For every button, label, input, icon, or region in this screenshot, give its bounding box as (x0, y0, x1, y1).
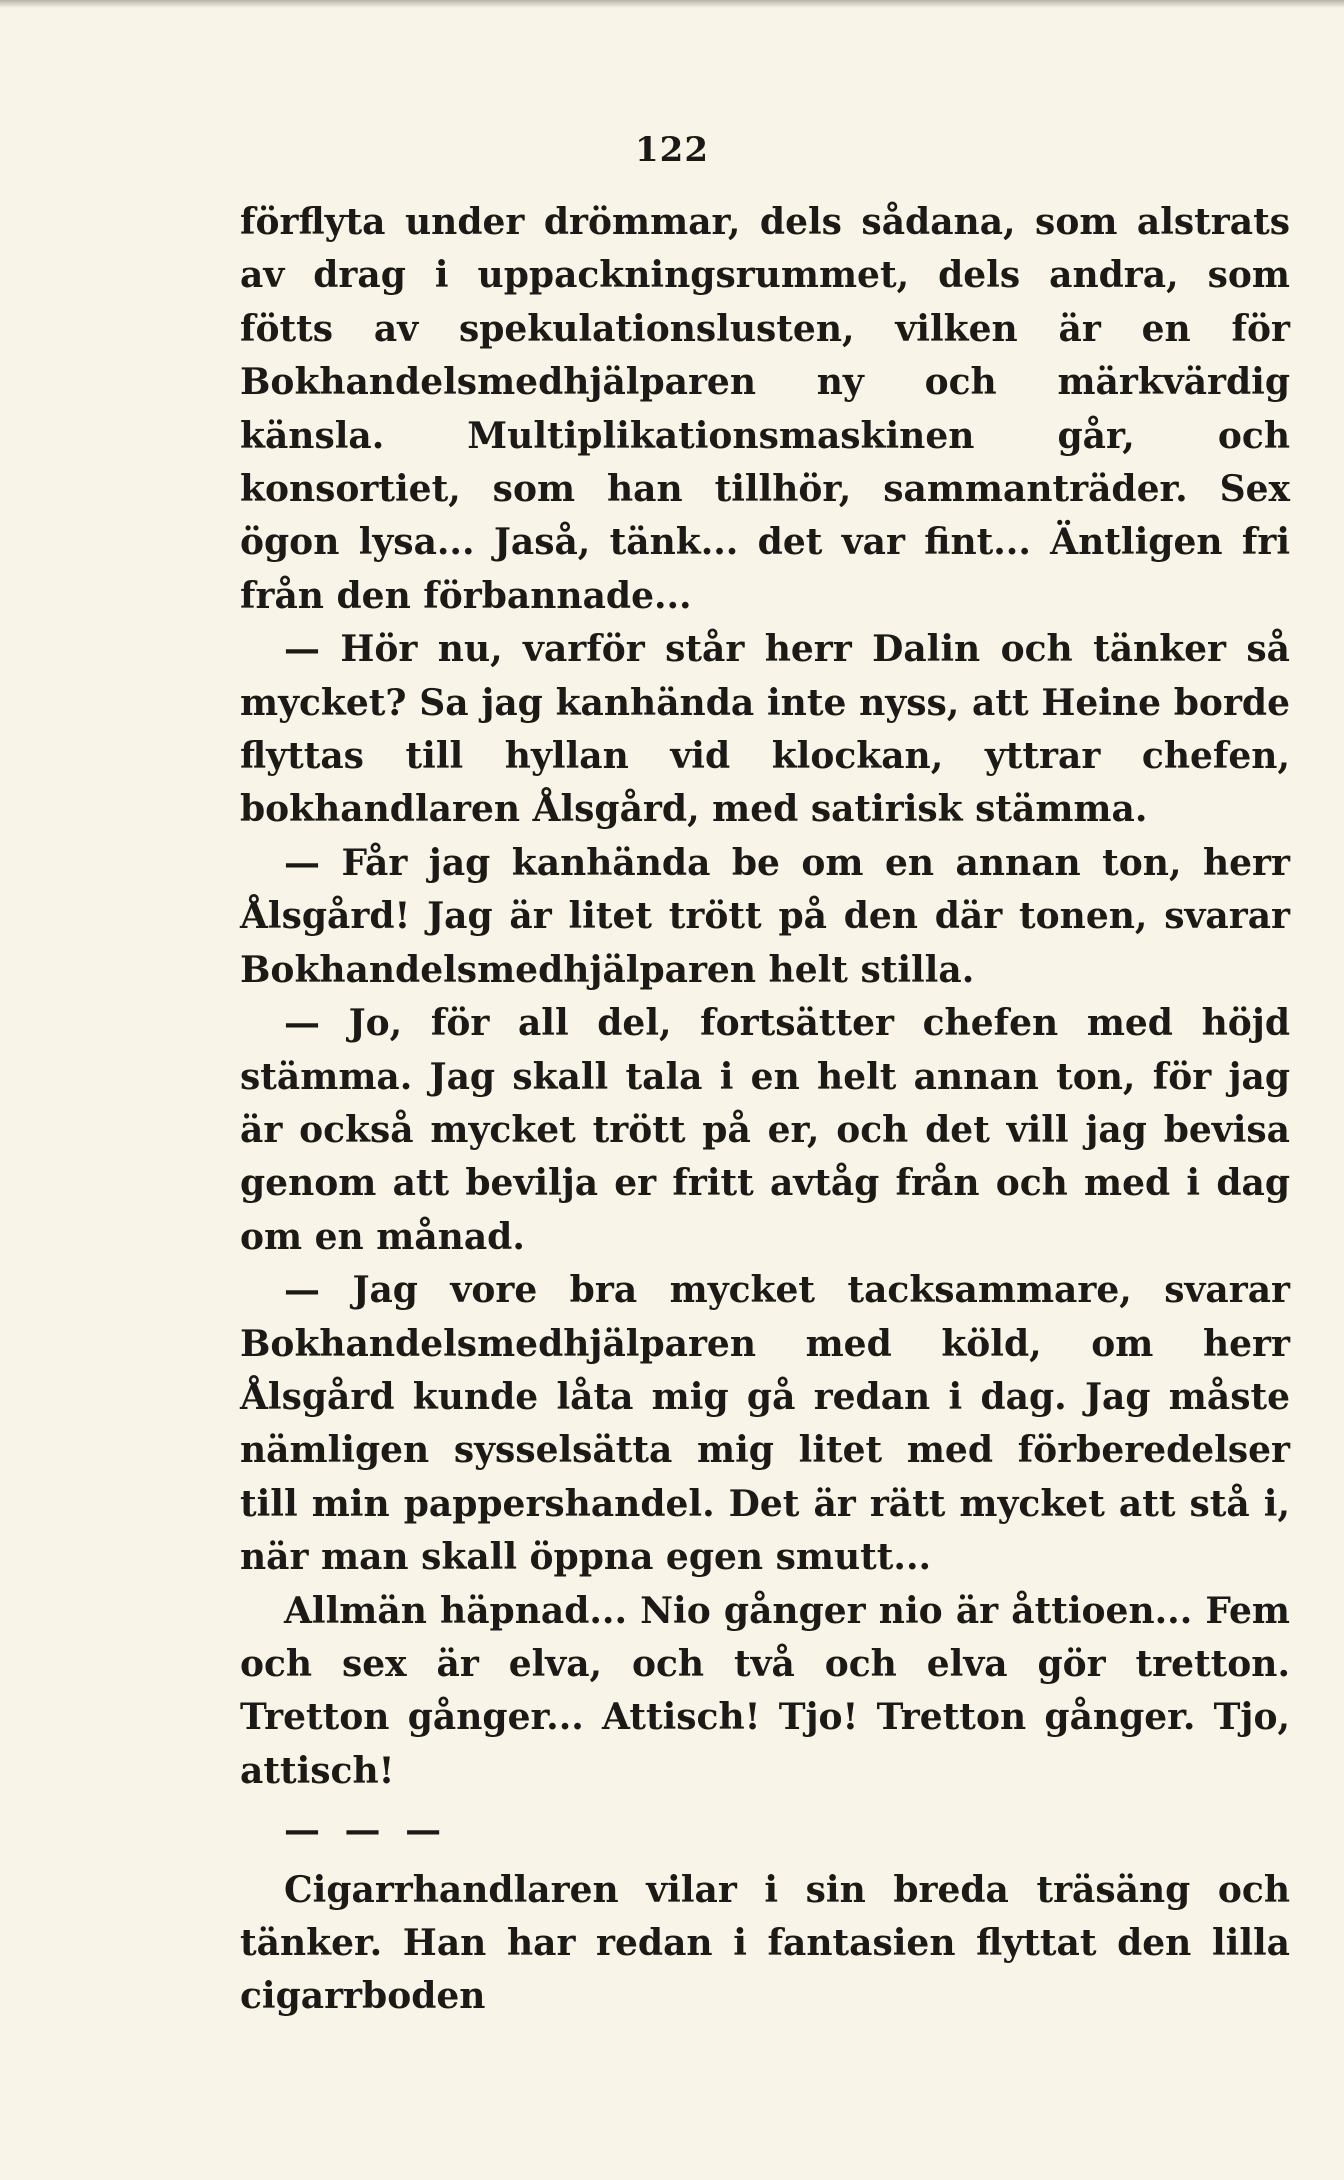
paragraph-1: förflyta under drömmar, dels sådana, som alstrats av drag i uppackningsrummet, dels andra, som fötts av spekulationslusten, vilken är en för Bokhandelsmedhjälparen ny och märkvärdig känsla. Multiplikationsmaskinen går, och konsortiet, som han tillhör, sammanträder. Sex ögon lysa... Jaså, tänk... det var fint... Äntligen fri från den förbannade... (240, 201, 1290, 617)
paragraph-5: — Jag vore bra mycket tacksammare, svarar Bokhandelsmedhjälparen med köld, om herr Ålsgård kunde låta mig gå redan i dag. Jag måste nämligen sysselsätta mig litet med förberedelser till min pappershandel. Det är rätt mycket att stå i, när man skall öppna egen smutt... (240, 1269, 1290, 1579)
paragraph-7: Cigarrhandlaren vilar i sin breda träsäng och tänker. Han har redan i fantasien flyttat den lilla cigarrboden (240, 1868, 1290, 2018)
paragraph-3: — Får jag kanhända be om en annan ton, herr Ålsgård! Jag är litet trött på den där tonen, svarar Bokhandelsmedhjälparen helt stilla. (240, 841, 1290, 991)
paragraph-2: — Hör nu, varför står herr Dalin och tänker så mycket? Sa jag kanhända inte nyss, att Heine borde flyttas till hyllan vid klockan, yttrar chefen, bokhandlaren Ålsgård, med satirisk stämma. (240, 628, 1290, 831)
page-top-edge (0, 0, 1344, 8)
paragraph-6: Allmän häpnad... Nio gånger nio är åttioen... Fem och sex är elva, och två och elva gör tretton. Tretton gånger... Attisch! Tjo! Tretton gånger. Tjo, attisch! (240, 1589, 1290, 1792)
paragraph-4: — Jo, för all del, fortsätter chefen med höjd stämma. Jag skall tala i en helt annan ton, för jag är också mycket trött på er, och det vill jag bevisa genom att bevilja er fritt avtåg från och med i dag om en månad. (240, 1002, 1290, 1258)
section-separator: — — — (284, 1809, 448, 1852)
page-number: 122 (635, 130, 709, 170)
body-text (240, 196, 1290, 2024)
